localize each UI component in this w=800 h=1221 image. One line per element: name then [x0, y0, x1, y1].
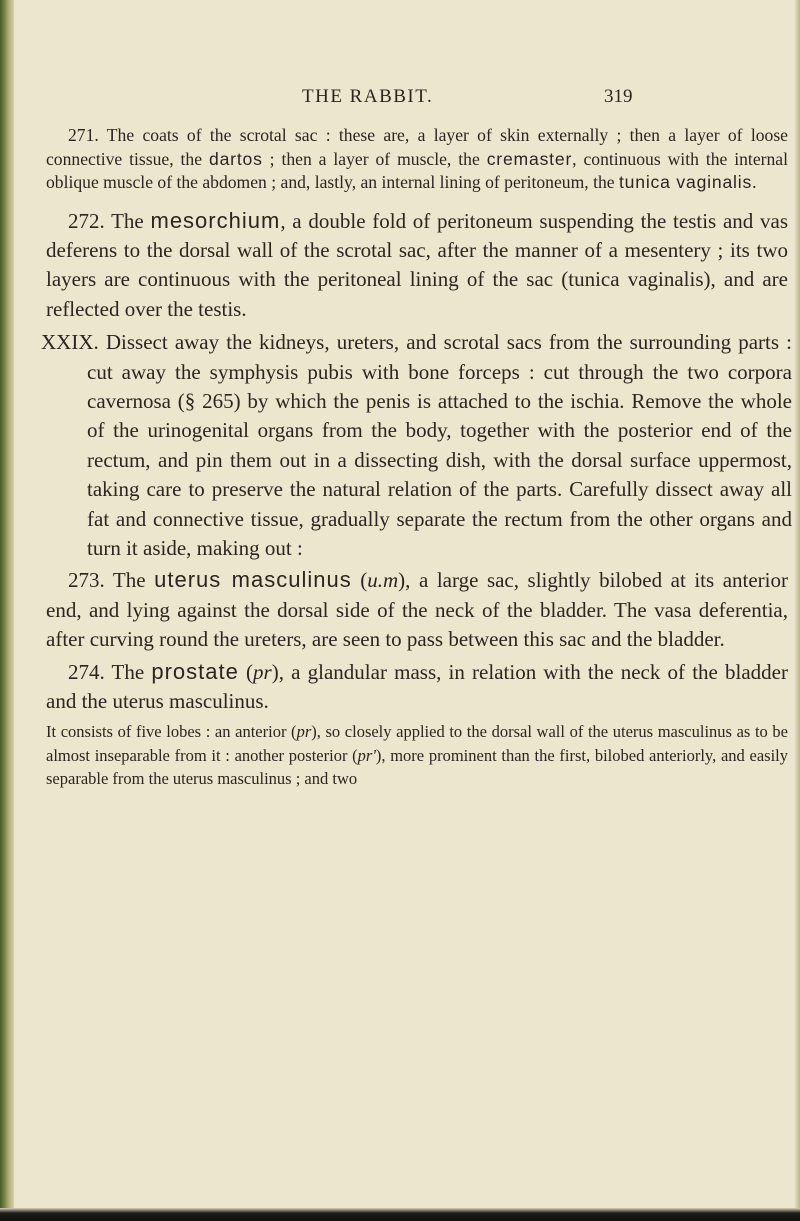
paragraph-text: , a double fold of peritoneum suspending the testis and vas deferens to the dorsal wall of the scrotal sac, after the manner of a mesentery ; its two layers are continuous with the peritoneal lining of the sac (tunica vaginalis), and are reflected over the testis.: [46, 208, 788, 321]
paragraph-text: (: [351, 568, 368, 593]
paragraph-274-detail: [46, 720, 788, 790]
term-cremaster: cremaster: [486, 148, 573, 169]
section-number: 271.: [68, 125, 99, 145]
instruction-text: Dissect away the kidneys, ureters, and scrotal sacs from the surrounding parts : cut away the symphysis pubis with bone forceps : cut through the two corpora cavernosa (§ 265) by which the penis is attached to the ischia. Remove the whole of the urinogenital organs from the body, together with the posterior end of the rectum, and pin them out in a dissecting dish, with the dorsal surface uppermost, taking care to preserve the natural relation of the parts. Carefully dissect away all fat and connective tissue, gradually separate the rectum from the other organs and turn it aside, making out :: [87, 330, 792, 560]
running-title: THE RABBIT.: [302, 86, 434, 107]
page-header: [0, 86, 800, 110]
paragraph-text: The: [104, 208, 151, 233]
paragraph-273: [46, 565, 788, 654]
paragraph-text: The: [104, 568, 155, 593]
term-uterus-masculinus: uterus masculinus: [154, 567, 352, 593]
paragraph-274: [46, 657, 788, 717]
term-prostate: prostate: [151, 658, 239, 684]
paragraph-text: , continuous with the internal oblique muscle of the abdomen ; and, lastly, an internal lining of peritoneum, the: [46, 148, 788, 192]
paragraph-271: [46, 124, 788, 195]
term-tunica-vaginalis: tunica vaginalis: [618, 172, 753, 192]
section-number: 274.: [68, 659, 105, 684]
book-spine-edge: [0, 0, 14, 1221]
paragraph-text: ), more prominent than the first, bilobed anteriorly, and easily separable from the uterus masculinus ; and two: [46, 745, 788, 788]
paragraph-272: [46, 206, 788, 325]
term-mesorchium: mesorchium: [150, 207, 281, 233]
paragraph-text: It consists of five lobes : an anterior (: [46, 722, 297, 742]
paragraph-text: .: [752, 172, 757, 192]
section-number: 273.: [68, 568, 105, 593]
paragraph-text: (: [238, 659, 254, 684]
paragraph-text: ), a large sac, slightly bilobed at its anterior end, and lying against the dorsal side of the neck of the bladder. The vasa deferentia, after curving round the ureters, are seen to pass between this sac and the bladder.: [46, 568, 788, 652]
page-bottom-edge: [0, 1208, 800, 1221]
paragraph-text: ), a glandular mass, in relation with the neck of the bladder and the uterus masculinus.: [46, 659, 788, 713]
dissection-instruction-xxix: [41, 328, 792, 563]
page-body: [41, 124, 792, 790]
figure-abbreviation: pr': [357, 745, 376, 765]
paragraph-text: ; then a layer of muscle, the: [262, 148, 487, 169]
paragraph-text: ), so closely applied to the dorsal wall of the uterus masculinus as to be almost inseparable from it : another posterior (: [46, 722, 788, 765]
figure-abbreviation: pr: [296, 722, 312, 742]
instruction-number: XXIX.: [41, 330, 99, 355]
page-right-edge: [794, 0, 800, 1221]
page-number: 319: [604, 86, 633, 107]
paragraph-text: The coats of the scrotal sac : these are, a layer of skin externally ; then a layer of loose connective tissue, the: [46, 125, 788, 169]
figure-abbreviation: pr: [253, 659, 272, 684]
section-number: 272.: [68, 208, 105, 233]
paragraph-text: The: [104, 659, 152, 684]
term-dartos: dartos: [208, 148, 263, 169]
figure-abbreviation: u.m: [367, 568, 399, 593]
